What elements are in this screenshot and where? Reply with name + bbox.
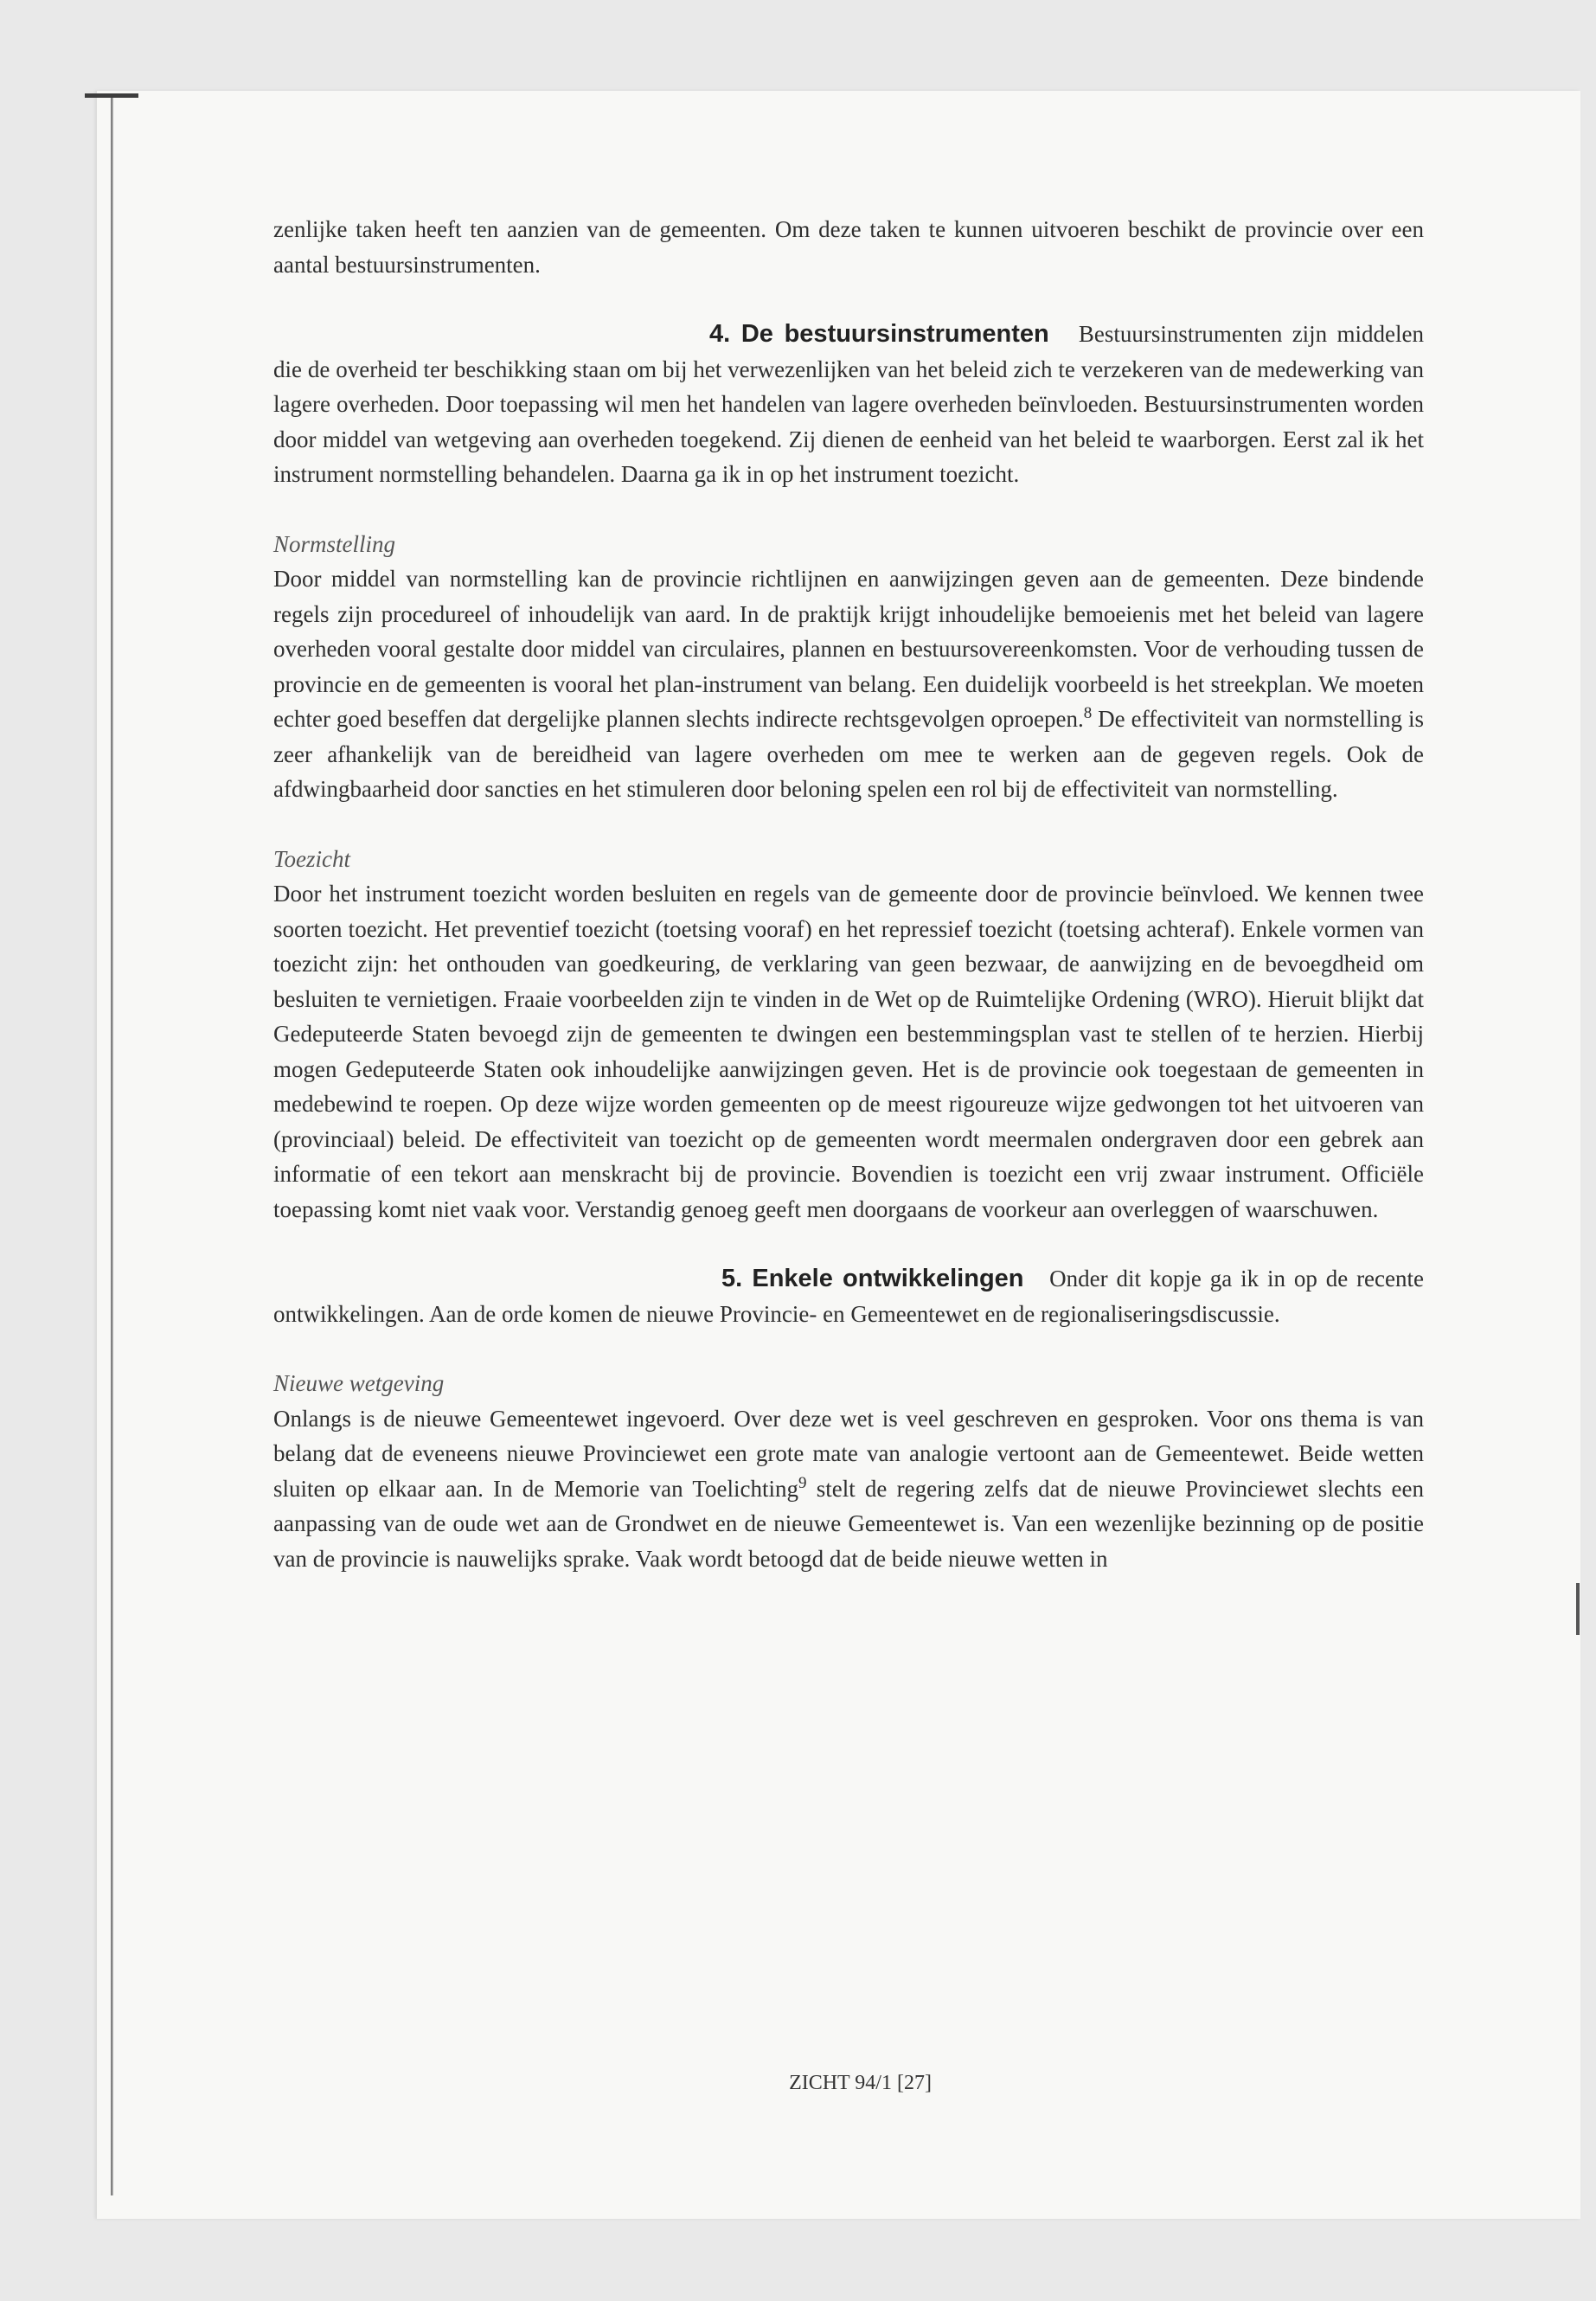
section-5-paragraph [273, 1261, 1424, 1331]
nieuwe-wetgeving-body-1: Onlangs is de nieuwe Gemeentewet ingevoerd. Over deze wet is veel geschreven en gesproken. Voor ons thema is van belang dat de eveneens nieuwe Provinciewet een grote mate van analogie vertoont aan de Gemeentewet. Beide wetten sluiten op elkaar aan. In de Memorie van Toelichting [273, 1405, 1424, 1502]
footnote-ref-8[interactable]: 8 [1083, 704, 1093, 722]
binding-edge [111, 93, 113, 2195]
footnote-ref-9[interactable]: 9 [798, 1473, 807, 1492]
binding-mark [85, 93, 138, 98]
intro-paragraph: zenlijke taken heeft ten aanzien van de gemeenten. Om deze taken te kunnen uitvoeren beschikt de provincie over een aantal bestuursinstrumenten. [273, 216, 1424, 278]
nieuwe-wetgeving-paragraph [273, 1401, 1424, 1577]
document-body [273, 212, 1424, 1576]
normstelling-body-1: Door middel van normstelling kan de provincie richtlijnen en aanwijzingen geven aan de gemeenten. Deze bindende regels zijn procedureel of inhoudelijk van aard. In de praktijk krijgt inhoudelijke bemoeienis met het beleid van lagere overheden vooral gestalte door middel van circulaires, plannen en bestuursovereenkomsten. Voor de verhouding tussen de provincie en de gemeenten is vooral het plan-instrument van belang. Een duidelijk voorbeeld is het streekplan. We moeten echter goed beseffen dat dergelijke plannen slechts indirecte rechtsgevolgen oproepen. [273, 566, 1424, 732]
section-4-paragraph [273, 317, 1424, 492]
normstelling-paragraph [273, 561, 1424, 807]
normstelling-heading: Normstelling [273, 530, 396, 557]
normstelling-body-2: De effectiviteit van normstelling is zeer afhankelijk van de bereidheid van lagere overheden om mee te werken aan de gegeven regels. Ook de afdwingbaarheid door sancties en het stimuleren door beloning spelen een rol bij de effectiviteit van normstelling. [273, 706, 1425, 802]
nieuwe-wetgeving-body-2: stelt de regering zelfs dat de nieuwe Provinciewet slechts een aanpassing van de oude wet aan de Grondwet en de nieuwe Gemeentewet is. Van een wezenlijke bezinning op de positie van de provincie is nauwelijks sprake. Vaak wordt betoogd dat de beide nieuwe wetten in [273, 1475, 1424, 1572]
page-number: ZICHT 94/1 [27] [789, 2072, 932, 2094]
section-4-body: Bestuursinstrumenten zijn middelen die de overheid ter beschikking staan om bij het verwezenlijken van het beleid zich te verzekeren van de medewerking van lagere overheden. Door toepassing wil men het handelen van lagere overheden beïnvloeden. Bestuursinstrumenten worden door middel van wetgeving aan overheden toegekend. Zij dienen de eenheid van het beleid te waarborgen. Eerst zal ik het instrument normstelling behandelen. Daarna ga ik in op het instrument toezicht. [273, 321, 1425, 487]
section-5-heading: 5. Enkele ontwikkelingen [721, 1265, 1024, 1292]
section-4-heading: 4. De bestuursinstrumenten [709, 320, 1049, 348]
section-5-body: Onder dit kopje ga ik in op de recente ontwikkelingen. Aan de orde komen de nieuwe Provincie- en Gemeentewet en de regionaliseringsdiscussie. [273, 1266, 1424, 1327]
nieuwe-wetgeving-heading: Nieuwe wetgeving [273, 1370, 445, 1396]
page-footer [0, 2072, 1596, 2095]
page-edge-mark [1576, 1583, 1580, 1635]
toezicht-paragraph: Door het instrument toezicht worden besluiten en regels van de gemeente door de provincie beïnvloed. We kennen twee soorten toezicht. Het preventief toezicht (toetsing vooraf) en het repressief toezicht (toetsing achteraf). Enkele vormen van toezicht zijn: het onthouden van goedkeuring, de verklaring van geen bezwaar, de aanwijzing en de bevoegdheid om besluiten te vernietigen. Fraaie voorbeelden zijn te vinden in de Wet op de Ruimtelijke Ordening (WRO). Hieruit blijkt dat Gedeputeerde Staten bevoegd zijn de gemeenten te dwingen een bestemmingsplan vast te stellen of te herzien. Hierbij mogen Gedeputeerde Staten ook inhoudelijke aanwijzingen geven. Het is de provincie ook toegestaan de gemeenten in medebewind te roepen. Op deze wijze worden gemeenten op de meest rigoureuze wijze gedwongen tot het uitvoeren van (provinciaal) beleid. De effectiviteit van toezicht op de gemeenten wordt meermalen ondergraven door een gebrek aan informatie of een tekort aan menskracht bij de provincie. Bovendien is toezicht een vrij zwaar instrument. Officiële toepassing komt niet vaak voor. Verstandig genoeg geeft men doorgaans de voorkeur aan overleggen of waarschuwen. [273, 881, 1424, 1222]
toezicht-heading: Toezicht [273, 845, 351, 872]
